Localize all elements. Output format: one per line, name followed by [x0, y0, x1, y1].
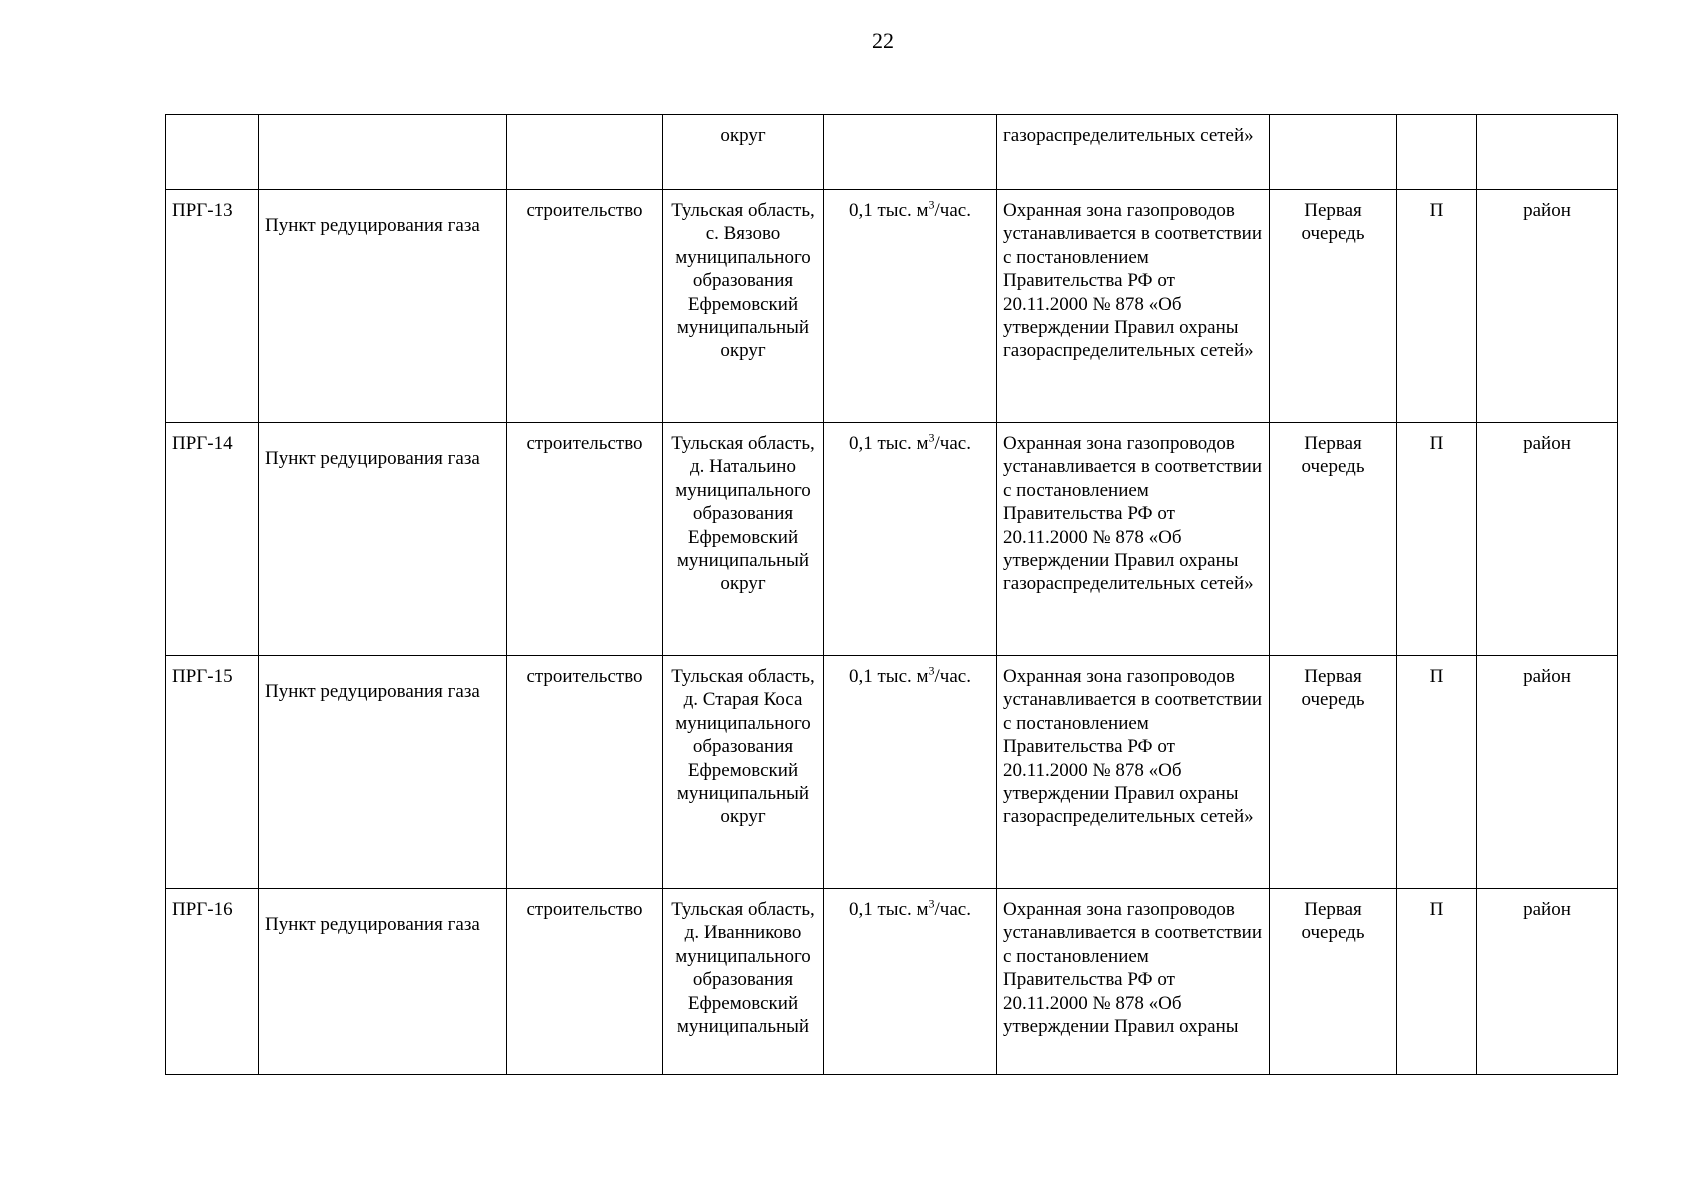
cell-location: Тульская область, с. Вязово муниципального образования Ефремовский муниципальный округ — [663, 190, 824, 423]
capacity-value: 0,1 тыс. м — [849, 666, 929, 687]
cell-name — [259, 423, 507, 656]
facilities-table — [165, 114, 1618, 1075]
capacity-exponent: 3 — [928, 896, 935, 911]
cell-code: ПРГ-16 — [166, 889, 259, 1075]
cell-stage: Первая очередь — [1270, 656, 1397, 889]
table-row — [166, 656, 1618, 889]
cell-significance: П — [1397, 889, 1477, 1075]
cell-stage: Первая очередь — [1270, 423, 1397, 656]
cell-capacity — [824, 423, 997, 656]
cell-stage: Первая очередь — [1270, 889, 1397, 1075]
cell-name — [259, 115, 507, 190]
capacity-unit: /час. — [934, 200, 971, 221]
table-row — [166, 423, 1618, 656]
cell-stage: Первая очередь — [1270, 190, 1397, 423]
cell-level — [1477, 115, 1618, 190]
cell-type: строительство — [507, 190, 663, 423]
cell-code: ПРГ-15 — [166, 656, 259, 889]
cell-capacity — [824, 115, 997, 190]
capacity-exponent: 3 — [928, 430, 935, 445]
cell-zone: газораспределительных сетей» — [997, 115, 1270, 190]
cell-zone: Охранная зона газопроводов устанавливается в соответствии с постановлением Правительства РФ от 20.11.2000 № 878 «Об утверждении Правил охраны газораспределительных сетей» — [997, 656, 1270, 889]
capacity-exponent: 3 — [928, 197, 935, 212]
cell-zone: Охранная зона газопроводов устанавливается в соответствии с постановлением Правительства РФ от 20.11.2000 № 878 «Об утверждении Правил охраны — [997, 889, 1270, 1075]
cell-type: строительство — [507, 656, 663, 889]
table-row — [166, 889, 1618, 1075]
facility-name: Пункт редуцирования газа — [265, 914, 480, 935]
capacity-value: 0,1 тыс. м — [849, 200, 929, 221]
cell-type: строительство — [507, 423, 663, 656]
cell-level: район — [1477, 423, 1618, 656]
capacity-value: 0,1 тыс. м — [849, 433, 929, 454]
cell-code — [166, 115, 259, 190]
cell-type: строительство — [507, 889, 663, 1075]
table-row — [166, 190, 1618, 423]
cell-name — [259, 190, 507, 423]
capacity-unit: /час. — [934, 899, 971, 920]
cell-location: Тульская область, д. Старая Коса муниципального образования Ефремовский муниципальный округ — [663, 656, 824, 889]
cell-significance: П — [1397, 656, 1477, 889]
facility-name: Пункт редуцирования газа — [265, 448, 480, 469]
cell-level: район — [1477, 190, 1618, 423]
cell-location: Тульская область, д. Натальино муниципального образования Ефремовский муниципальный округ — [663, 423, 824, 656]
cell-significance: П — [1397, 190, 1477, 423]
capacity-unit: /час. — [934, 666, 971, 687]
cell-zone: Охранная зона газопроводов устанавливается в соответствии с постановлением Правительства РФ от 20.11.2000 № 878 «Об утверждении Правил охраны газораспределительных сетей» — [997, 423, 1270, 656]
facility-name: Пункт редуцирования газа — [265, 681, 480, 702]
cell-code: ПРГ-13 — [166, 190, 259, 423]
cell-level: район — [1477, 889, 1618, 1075]
cell-location: округ — [663, 115, 824, 190]
capacity-value: 0,1 тыс. м — [849, 899, 929, 920]
cell-stage — [1270, 115, 1397, 190]
capacity-unit: /час. — [934, 433, 971, 454]
cell-name — [259, 889, 507, 1075]
cell-capacity — [824, 190, 997, 423]
cell-significance: П — [1397, 423, 1477, 656]
cell-level: район — [1477, 656, 1618, 889]
cell-code: ПРГ-14 — [166, 423, 259, 656]
cell-capacity — [824, 889, 997, 1075]
cell-significance — [1397, 115, 1477, 190]
facility-name: Пункт редуцирования газа — [265, 215, 480, 236]
cell-name — [259, 656, 507, 889]
cell-type — [507, 115, 663, 190]
cell-location: Тульская область, д. Иванниково муниципального образования Ефремовский муниципальный — [663, 889, 824, 1075]
cell-zone: Охранная зона газопроводов устанавливается в соответствии с постановлением Правительства РФ от 20.11.2000 № 878 «Об утверждении Правил охраны газораспределительных сетей» — [997, 190, 1270, 423]
cell-capacity — [824, 656, 997, 889]
table-row-continuation — [166, 115, 1618, 190]
capacity-exponent: 3 — [928, 663, 935, 678]
page-number: 22 — [872, 28, 894, 53]
